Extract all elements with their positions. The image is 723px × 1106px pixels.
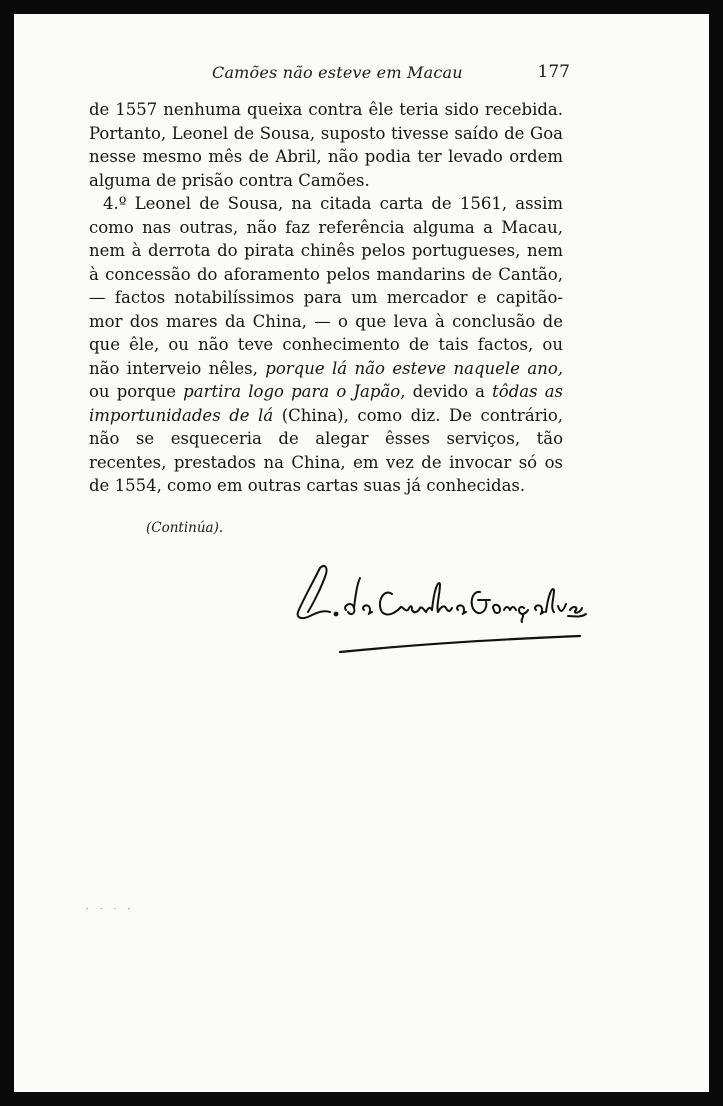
paragraph-2-italic-1: porque lá não esteve naquele ano, xyxy=(265,358,563,378)
body-text xyxy=(89,98,563,498)
paragraph-2-text-2: ou porque xyxy=(89,382,184,401)
continua-note: (Continúa). xyxy=(146,520,224,536)
paragraph-2-italic-2: partira logo para o Japão xyxy=(183,382,401,401)
scan-specks: . . . . xyxy=(86,902,135,912)
page-number: 177 xyxy=(537,62,570,82)
running-title: Camões não esteve em Macau xyxy=(212,63,463,82)
paragraph-2-text-1: 4.º Leonel de Sousa, na citada carta de 1561, assim como nas outras, não faz referência alguma a Macau, nem à derrota do pirata chinês pelos portugueses, nem à concessão do aforamento pelos mandarins de Cantão, — factos notabilíssimos para um mercador e capitão-mor dos mares da China, — o que leva à conclusão de que êle, ou não teve conhecimento de tais factos, ou não interveio nêles, xyxy=(89,194,563,378)
paragraph-2 xyxy=(89,192,563,498)
page-header xyxy=(88,60,570,90)
paragraph-1: de 1557 nenhuma queixa contra êle teria sido recebida. Portanto, Leonel de Sousa, suposto tivesse saído de Goa nesse mesmo mês de Abril, não podia ter levado ordem alguma de prisão contra Camões. xyxy=(89,100,563,190)
paragraph-2-text-4: (China), como diz. De contrário, não se esqueceria de alegar êsses serviços, tão recentes, prestados na China, em vez de invocar só os de 1554, como em outras cartas suas já conhecidas. xyxy=(89,405,564,495)
paragraph-2-text-3: , devido a xyxy=(400,382,493,401)
handwritten-signature xyxy=(280,550,590,660)
paragraph-2-italic-3: tôdas as importunidades de lá xyxy=(89,382,563,425)
